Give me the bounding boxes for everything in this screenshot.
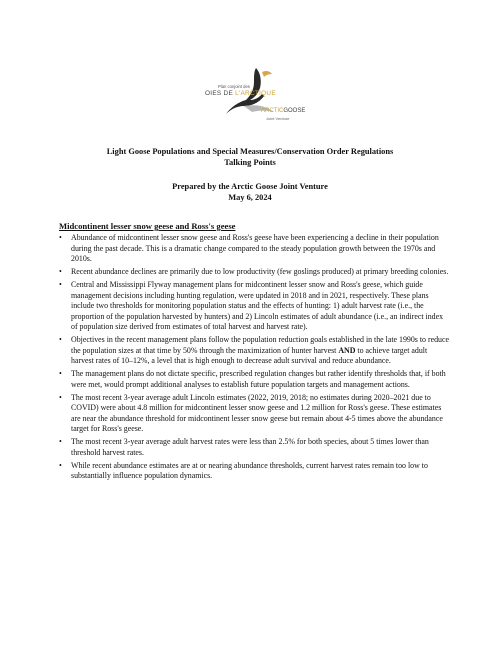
talking-point: • Objectives in the recent management plans follow the population reduction goals established in the late 1990s to reduce the population sizes at that time by 50% through the maximization of hunter harvest AND to achieve target adult harvest rates of 10–12%, a level that is high enough to decrease adult survival and reduce abundance. — [59, 335, 451, 367]
agjv-logo — [196, 62, 306, 134]
prepared-by: Prepared by the Arctic Goose Joint Venture — [172, 182, 328, 191]
talking-point: • Abundance of midcontinent lesser snow geese and Ross's geese have been experiencing a decline in their population during the past decade. This is a dramatic change compared to the steady population growth between the 1970s and 2010s. — [59, 233, 451, 265]
logo-text-arcticgoose: ARCTICGOOSE — [261, 108, 306, 114]
talking-point: • Central and Mississippi Flyway management plans for midcontinent lesser snow and Ross's geese, which guide management decisions including hunting regulation, were updated in 2018 and in 2021, respectively. These plans include two thresholds for monitoring population status and the effects of hunting: 1) adult harvest rate (i.e., the proportion of the population harvested by hunters) and 2) Lincoln estimates of adult abundance (i.e., an indirect index of population size derived from estimates of total harvest and harvest rate). — [59, 280, 451, 333]
logo-text-plan: Plan conjoint des — [218, 84, 250, 89]
talking-point: • Recent abundance declines are primarily due to low productivity (few goslings produced) at primary breeding colonies. — [59, 267, 451, 278]
talking-point: • The most recent 3-year average adult harvest rates were less than 2.5% for both species, about 5 times lower than threshold harvest rates. — [59, 437, 451, 458]
logo-text-oies: OIES DE L'ARCTIQUE — [205, 90, 276, 97]
document-title-line2: Talking Points — [224, 158, 276, 167]
talking-points-list — [59, 233, 451, 484]
emphasis-and: AND — [338, 345, 356, 355]
document-title-line1: Light Goose Populations and Special Measures/Conservation Order Regulations — [106, 147, 394, 156]
document-date: May 6, 2024 — [228, 193, 272, 202]
talking-point: • The most recent 3-year average adult Lincoln estimates (2022, 2019, 2018; no estimates during 2020–2021 due to COVID) were about 4.8 million for midcontinent lesser snow geese and 1.2 million for Ross's geese. These estimates are near the abundance threshold for midcontinent lesser snow geese but remain about 4-5 times above the abundance target for Ross's geese. — [59, 393, 451, 435]
talking-point: • The management plans do not dictate specific, prescribed regulation changes but rather identify thresholds that, if both were met, would prompt additional analyses to establish future population targets and management actions. — [59, 369, 451, 390]
section-heading: Midcontinent lesser snow geese and Ross's geese — [59, 221, 236, 231]
snow-goose-icon — [196, 62, 296, 134]
logo-text-joint-venture: Joint Venture — [266, 116, 290, 121]
talking-point: • While recent abundance estimates are at or nearing abundance thresholds, current harvest rates remain too low to substantially influence population dynamics. — [59, 461, 451, 482]
